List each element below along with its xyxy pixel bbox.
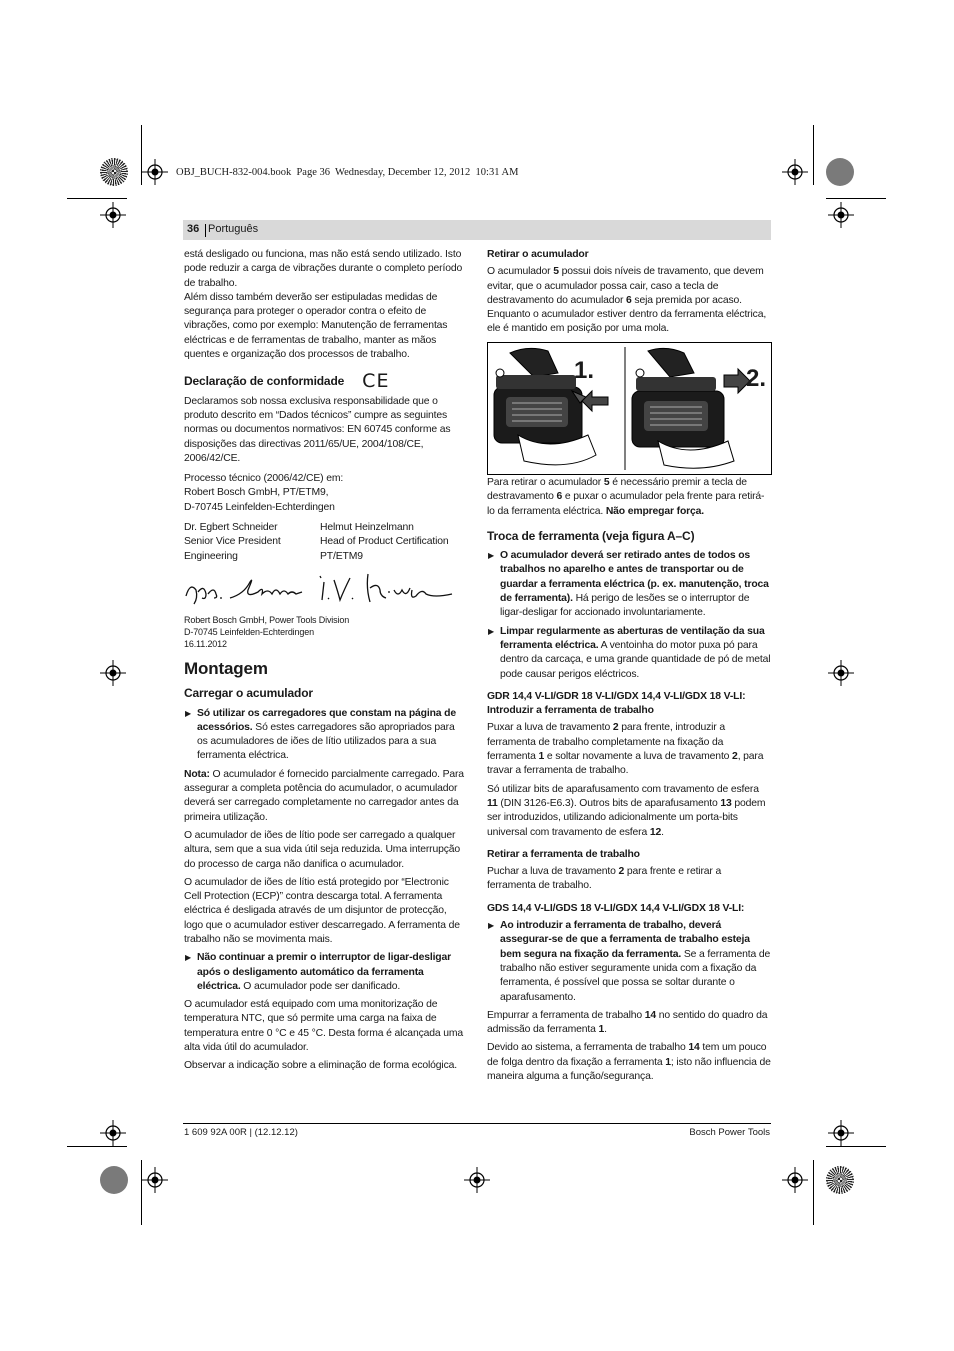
crop-mark bbox=[813, 1160, 814, 1225]
crop-mark bbox=[813, 125, 814, 185]
color-rosette-icon bbox=[826, 158, 854, 186]
left-column bbox=[184, 248, 466, 1078]
paragraph bbox=[487, 721, 771, 778]
step-two-label: 2. bbox=[746, 365, 767, 392]
text-run: . bbox=[661, 826, 664, 838]
text-run: Puchar a luva de travamento bbox=[487, 866, 619, 878]
paragraph: O acumulador está equipado com uma monitorização de temperatura NTC, que só permite uma carga na faixa de temperatura entre 0 °C e 45 °C. Desta forma é alcançada uma alta vida útil do acumulador. bbox=[184, 999, 463, 1054]
bullet-text: Se a ferramenta de trabalho não estiver seguramente unida com a fixação da ferramenta, é possível que possa se soltar durante o aparafusamento. bbox=[500, 948, 771, 1003]
bullet-text: Só estes carregadores são apropriados para os acumuladores de iões de lítio utilizados para a sua ferramenta eléctrica. bbox=[197, 721, 455, 762]
text-run: e puxar o acumulador pela frente para retirá-lo da ferramenta eléctrica. bbox=[487, 491, 765, 517]
paragraph: Processo técnico (2006/42/CE) em: bbox=[184, 473, 344, 485]
signatory-title: Head of Product Certification bbox=[320, 536, 449, 548]
bullet-arrow-icon: ▶ bbox=[185, 708, 192, 718]
paragraph bbox=[487, 783, 771, 840]
battery-removal-figure bbox=[487, 342, 772, 475]
paragraph: O acumulador de iões de lítio pode ser carregado a qualquer altura, sem que a sua vida útil seja reduzida. Uma interrupção do processo de carga não danifica o acumulador. bbox=[184, 829, 461, 870]
bullet-arrow-icon: ▶ bbox=[488, 626, 495, 636]
bullet-arrow-icon: ▶ bbox=[488, 551, 495, 561]
reference-number: 1 bbox=[665, 1056, 671, 1068]
reference-number: 5 bbox=[553, 266, 559, 278]
reference-number: 12 bbox=[649, 826, 662, 838]
text-run: O acumulador bbox=[487, 266, 554, 278]
text-run: podem ser introduzidos, utilizando adicionalmente um porta-bits universal com travamento de esfera bbox=[487, 797, 766, 838]
reference-number: 14 bbox=[644, 1009, 657, 1021]
bullet-arrow-icon: ▶ bbox=[185, 953, 192, 963]
paragraph: Robert Bosch GmbH, PT/ETM9, bbox=[184, 487, 329, 499]
subsection-heading: GDR 14,4 V-LI/GDR 18 V-LI/GDX 14,4 V-LI/GDX 18 V-LI: Introduzir a ferramenta de trabalho bbox=[487, 690, 746, 717]
text-run: , para travar a ferramenta de trabalho. bbox=[487, 751, 764, 777]
print-slug: OBJ_BUCH-832-004.book Page 36 Wednesday, December 12, 2012 10:31 AM bbox=[176, 167, 519, 178]
paragraph bbox=[487, 476, 771, 519]
bullet-text: Há perigo de lesões se o interruptor de ligar-desligar for accionado involuntariamente. bbox=[500, 593, 750, 619]
note-label: Nota: bbox=[184, 768, 210, 780]
text-run: Devido ao sistema, a ferramenta de trabalho bbox=[487, 1042, 689, 1054]
text-run: seja premida por acaso. Enquanto o acumulador estiver dentro da ferramenta eléctrica, ele é mantido em posição por uma mola. bbox=[487, 294, 767, 335]
bullet-item bbox=[184, 951, 466, 994]
text-run: Puxar a luva de travamento bbox=[487, 722, 613, 734]
crop-mark bbox=[67, 198, 127, 199]
page-language: Português bbox=[208, 223, 259, 235]
text-run: Só utilizar bits de aparafusamento com travamento de esfera bbox=[487, 783, 759, 795]
signatory-title: PT/ETM9 bbox=[320, 550, 363, 562]
reference-number: 6 bbox=[556, 491, 563, 503]
text-run: (DIN 3126-E6.3). Outros bits de aparafusamento bbox=[497, 797, 721, 809]
paragraph bbox=[487, 265, 771, 336]
text-run: no sentido do quadro da admissão da ferramenta bbox=[487, 1009, 768, 1036]
footer-brand: Bosch Power Tools bbox=[689, 1127, 770, 1138]
reference-number: 5 bbox=[603, 477, 610, 488]
signatory-name: Helmut Heinzelmann bbox=[320, 522, 414, 534]
bullet-text: O acumulador pode ser danificado. bbox=[240, 980, 401, 992]
text-run: para frente, introduzir a ferramenta de trabalho completamente na fixação da ferramenta bbox=[487, 722, 725, 763]
paragraph bbox=[487, 1041, 771, 1084]
section-heading bbox=[184, 370, 466, 393]
text-run: e soltar novamente a luva de travamento bbox=[544, 751, 733, 763]
crop-mark bbox=[826, 1146, 886, 1147]
text-run: ; isto não influencia de maneira alguma a função/segurança. bbox=[487, 1056, 771, 1082]
bullet-item bbox=[487, 919, 771, 1005]
color-rosette-icon bbox=[100, 1166, 128, 1194]
right-column-bottom bbox=[487, 476, 771, 1088]
section-title: Montagem bbox=[184, 658, 268, 678]
reference-number: 1 bbox=[598, 1024, 605, 1036]
registration-mark-icon bbox=[828, 1120, 854, 1146]
registration-mark-icon bbox=[828, 202, 854, 228]
text-run: possui dois níveis de travamento, que devem evitar, que o acumulador possa cair, caso a tecla de destravamento do acumulador bbox=[487, 266, 764, 306]
registration-mark-icon bbox=[142, 159, 168, 185]
reference-number: 2 bbox=[732, 751, 738, 763]
paragraph bbox=[184, 768, 466, 825]
paragraph bbox=[487, 865, 771, 894]
registration-mark-icon bbox=[100, 660, 126, 686]
bullet-emphasis: Ao introduzir a ferramenta de trabalho, deverá assegurar-se de que a ferramenta de trabalho esteja bem segura na fixação da ferramenta. bbox=[500, 920, 750, 960]
signatory-2 bbox=[320, 521, 480, 564]
bullet-item bbox=[487, 625, 771, 682]
subsection-heading: Retirar o acumulador bbox=[487, 249, 589, 260]
bullet-item bbox=[487, 549, 771, 620]
paragraph: Além disso também deverão ser estipuladas medidas de segurança para proteger o operador contra o efeito de vibrações, como por exemplo: Manutenção de ferramentas eléctricas e de ferramentas de trabalho, manter as mãos quentes e organização dos processos de trabalho. bbox=[184, 291, 448, 361]
address-line: D-70745 Leinfelden-Echterdingen bbox=[184, 626, 314, 637]
signatories bbox=[184, 521, 466, 564]
reference-number: 13 bbox=[720, 797, 732, 809]
reference-number: 14 bbox=[688, 1042, 700, 1054]
bullet-emphasis: O acumulador deverá ser retirado antes de todos os trabalhos no aparelho e antes de transportar ou de guardar a ferramenta eléctrica (p. ex. manutenção, troca de ferramenta). bbox=[500, 550, 769, 605]
color-rosette-icon bbox=[826, 1166, 854, 1194]
page-header bbox=[183, 220, 771, 240]
text-run: para frente e retirar a ferramenta de trabalho. bbox=[487, 866, 722, 892]
paragraph: O acumulador de iões de lítio está protegido por “Electronic Cell Protection (ECP)” contra descarga total. A ferramenta eléctrica é desligada através de um disjuntor de protecção, logo que o acumulador estiver descarregado. A ferramenta de trabalho não se movimenta mais. bbox=[184, 876, 460, 945]
date: 16.11.2012 bbox=[184, 638, 227, 649]
subsection-heading: Retirar a ferramenta de trabalho bbox=[487, 848, 640, 860]
bullet-emphasis: Só utilizar os carregadores que constam na página de acessórios. bbox=[197, 707, 456, 733]
text-run: é necessário premir a tecla de destravamento bbox=[487, 477, 747, 503]
paragraph: está desligado ou funciona, mas não está sendo utilizado. Isto pode reduzir a carga de vibrações durante o completo período de trabalho. bbox=[184, 249, 463, 289]
registration-mark-icon bbox=[142, 1167, 168, 1193]
footer-doc-number: 1 609 92A 00R | (12.12.12) bbox=[184, 1127, 298, 1138]
bullet-emphasis: Não continuar a premir o interruptor de ligar-desligar após o desligamento automático da ferramenta eléctrica. bbox=[197, 952, 452, 992]
note-text: O acumulador é fornecido parcialmente carregado. Para assegurar a completa potência do acumulador, o acumulador deverá ser carregado completamente no carregador antes da primeira utilização. bbox=[184, 768, 464, 823]
signatory-title: Senior Vice President bbox=[184, 536, 281, 548]
crop-mark bbox=[826, 198, 886, 199]
address-line: Robert Bosch GmbH, Power Tools Division bbox=[184, 614, 350, 625]
paragraph: Declaramos sob nossa exclusiva responsabilidade que o produto descrito em “Dados técnicos” cumpre as seguintes normas ou documentos normativos: EN 60745 conforme as disposições das directivas 2011/65/UE, 2004/108/CE, 2006/42/CE. bbox=[184, 395, 451, 464]
signatory-1 bbox=[184, 521, 320, 564]
bullet-item bbox=[184, 707, 466, 764]
reference-number: 6 bbox=[626, 294, 632, 306]
step-one-label: 1. bbox=[574, 357, 595, 384]
bullet-emphasis: Limpar regularmente as aberturas de ventilação da sua ferramenta eléctrica. bbox=[500, 625, 765, 651]
footer-divider bbox=[183, 1123, 771, 1124]
reference-number: 2 bbox=[612, 722, 619, 734]
right-column-top bbox=[487, 248, 771, 341]
crop-mark bbox=[67, 1146, 127, 1147]
section-heading: Carregar o acumulador bbox=[184, 686, 313, 701]
signatory-name: Dr. Egbert Schneider bbox=[184, 522, 278, 534]
reference-number: 2 bbox=[618, 866, 625, 878]
text-run: tem um pouco de folga dentro da fixação a ferramenta bbox=[487, 1042, 767, 1068]
header-divider bbox=[205, 224, 206, 237]
registration-mark-icon bbox=[464, 1167, 490, 1193]
handwritten-signatures bbox=[184, 568, 464, 610]
paragraph bbox=[487, 1009, 771, 1038]
text-run: Empurrar a ferramenta de trabalho bbox=[487, 1009, 645, 1021]
subsection-heading: GDS 14,4 V-LI/GDS 18 V-LI/GDX 14,4 V-LI/GDX 18 V-LI: bbox=[487, 902, 745, 914]
battery-illustration bbox=[488, 343, 771, 474]
paragraph: Observar a indicação sobre a eliminação de forma ecológica. bbox=[184, 1060, 458, 1072]
text-run: Para retirar o acumulador bbox=[487, 477, 604, 488]
registration-mark-icon bbox=[100, 1120, 126, 1146]
ce-mark-logo: CE bbox=[362, 370, 390, 393]
warning-emphasis: Não empregar força. bbox=[605, 505, 705, 517]
bullet-text: A ventoinha do motor puxa pó para dentro da carcaça, e uma grande quantidade de pó de metal pode causar perigos eléctricos. bbox=[500, 639, 771, 680]
color-rosette-icon bbox=[100, 158, 128, 186]
text-run: . bbox=[604, 1024, 607, 1036]
reference-number: 11 bbox=[487, 797, 498, 809]
declaration-heading: Declaração de conformidade bbox=[184, 374, 345, 389]
registration-mark-icon bbox=[782, 159, 808, 185]
signatory-title: Engineering bbox=[184, 550, 238, 562]
page-number: 36 bbox=[187, 223, 200, 235]
registration-mark-icon bbox=[782, 1167, 808, 1193]
bullet-arrow-icon: ▶ bbox=[488, 921, 495, 931]
section-heading: Troca de ferramenta (veja figura A–C) bbox=[487, 528, 695, 543]
registration-mark-icon bbox=[828, 660, 854, 686]
paragraph: D-70745 Leinfelden-Echterdingen bbox=[184, 501, 335, 513]
reference-number: 1 bbox=[538, 751, 545, 763]
registration-mark-icon bbox=[100, 202, 126, 228]
